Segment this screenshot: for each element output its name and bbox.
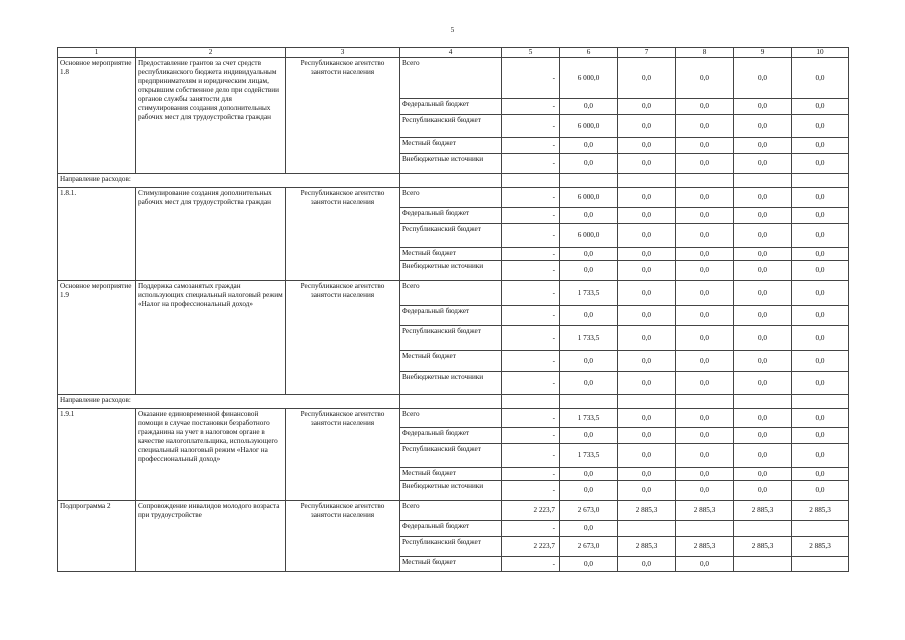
empty-cell <box>560 395 618 409</box>
funding-source: Республиканский бюджет <box>400 224 502 248</box>
amount-cell: 0,0 <box>560 468 618 481</box>
funding-source: Всего <box>400 58 502 99</box>
amount-cell: 0,0 <box>792 224 849 248</box>
amount-cell: 0,0 <box>676 154 734 174</box>
amount-cell: 1 733,5 <box>560 444 618 468</box>
amount-cell: 0,0 <box>792 409 849 428</box>
amount-cell: 0,0 <box>734 99 792 115</box>
empty-cell <box>618 174 676 188</box>
amount-cell: 0,0 <box>792 444 849 468</box>
amount-cell: 2 885,3 <box>734 537 792 557</box>
amount-cell: - <box>502 481 560 501</box>
activity-code: 1.9.1 <box>58 409 136 501</box>
amount-cell: 0,0 <box>734 468 792 481</box>
amount-cell: 0,0 <box>792 326 849 351</box>
funding-source: Местный бюджет <box>400 351 502 372</box>
amount-cell: 0,0 <box>618 557 676 572</box>
amount-cell: 2 885,3 <box>618 501 676 521</box>
amount-cell: 0,0 <box>734 154 792 174</box>
funding-source: Внебюджетные источники <box>400 372 502 395</box>
amount-cell: 0,0 <box>618 468 676 481</box>
amount-cell: 2 885,3 <box>734 501 792 521</box>
amount-cell: 0,0 <box>734 409 792 428</box>
amount-cell: 0,0 <box>618 428 676 444</box>
col-header: 10 <box>792 48 849 58</box>
direction-label: Направление расходов: <box>58 174 400 188</box>
activity-name: Сопровождение инвалидов молодого возраста при трудоустройстве <box>136 501 286 572</box>
amount-cell: - <box>502 281 560 306</box>
amount-cell: 0,0 <box>792 248 849 261</box>
amount-cell: 1 733,5 <box>560 281 618 306</box>
amount-cell: - <box>502 99 560 115</box>
funding-source: Всего <box>400 501 502 521</box>
empty-cell <box>560 174 618 188</box>
funding-source: Внебюджетные источники <box>400 261 502 281</box>
amount-cell: 0,0 <box>560 99 618 115</box>
amount-cell: 0,0 <box>676 372 734 395</box>
amount-cell: 0,0 <box>676 261 734 281</box>
empty-cell <box>734 174 792 188</box>
col-header: 5 <box>502 48 560 58</box>
activity-code: 1.8.1. <box>58 188 136 281</box>
amount-cell: 0,0 <box>618 281 676 306</box>
amount-cell: 0,0 <box>560 261 618 281</box>
empty-cell <box>400 395 502 409</box>
amount-cell: 1 733,5 <box>560 409 618 428</box>
amount-cell: 0,0 <box>560 351 618 372</box>
amount-cell: 0,0 <box>618 306 676 326</box>
empty-cell <box>792 174 849 188</box>
col-header: 6 <box>560 48 618 58</box>
funding-source: Федеральный бюджет <box>400 428 502 444</box>
executor: Республиканское агентство занятости населения <box>286 58 400 174</box>
amount-cell <box>734 557 792 572</box>
amount-cell: - <box>502 351 560 372</box>
amount-cell <box>676 521 734 537</box>
funding-source: Всего <box>400 188 502 208</box>
activity-code: Подпрограмма 2 <box>58 501 136 572</box>
amount-cell: - <box>502 557 560 572</box>
empty-cell <box>676 395 734 409</box>
amount-cell: 0,0 <box>676 99 734 115</box>
amount-cell: 2 885,3 <box>792 501 849 521</box>
empty-cell <box>502 395 560 409</box>
amount-cell: 0,0 <box>792 99 849 115</box>
amount-cell: 0,0 <box>676 208 734 224</box>
funding-source: Местный бюджет <box>400 468 502 481</box>
amount-cell: 0,0 <box>676 138 734 154</box>
funding-row <box>58 409 849 428</box>
amount-cell: 0,0 <box>734 115 792 138</box>
amount-cell <box>792 521 849 537</box>
amount-cell: 0,0 <box>560 154 618 174</box>
amount-cell: 2 223,7 <box>502 501 560 521</box>
amount-cell: 0,0 <box>618 248 676 261</box>
amount-cell: 0,0 <box>734 248 792 261</box>
amount-cell: 0,0 <box>676 188 734 208</box>
funding-source: Республиканский бюджет <box>400 326 502 351</box>
amount-cell: 0,0 <box>792 306 849 326</box>
direction-row <box>58 395 849 409</box>
column-number-row <box>58 48 849 58</box>
amount-cell: 0,0 <box>734 208 792 224</box>
amount-cell: 0,0 <box>618 154 676 174</box>
amount-cell: 0,0 <box>676 468 734 481</box>
amount-cell: 0,0 <box>676 248 734 261</box>
amount-cell: - <box>502 444 560 468</box>
amount-cell: 6 000,0 <box>560 115 618 138</box>
amount-cell: - <box>502 58 560 99</box>
amount-cell: 2 223,7 <box>502 537 560 557</box>
amount-cell: 0,0 <box>734 261 792 281</box>
empty-cell <box>792 395 849 409</box>
amount-cell: - <box>502 372 560 395</box>
direction-row <box>58 174 849 188</box>
activity-name: Поддержка самозанятых граждан использующих специальный налоговый режим «Налог на профессиональный доход» <box>136 281 286 395</box>
empty-cell <box>400 174 502 188</box>
amount-cell: 6 000,0 <box>560 58 618 99</box>
amount-cell: 0,0 <box>734 428 792 444</box>
amount-cell: 0,0 <box>676 444 734 468</box>
col-header: 9 <box>734 48 792 58</box>
amount-cell: 0,0 <box>618 99 676 115</box>
amount-cell: 2 885,3 <box>792 537 849 557</box>
amount-cell: 0,0 <box>618 261 676 281</box>
amount-cell: 2 885,3 <box>618 537 676 557</box>
direction-label: Направление расходов: <box>58 395 400 409</box>
amount-cell: 0,0 <box>792 261 849 281</box>
col-header: 1 <box>58 48 136 58</box>
amount-cell: 0,0 <box>734 481 792 501</box>
amount-cell: 0,0 <box>734 281 792 306</box>
amount-cell: 0,0 <box>560 208 618 224</box>
amount-cell: 0,0 <box>676 351 734 372</box>
amount-cell: 0,0 <box>618 444 676 468</box>
amount-cell: 0,0 <box>618 224 676 248</box>
amount-cell <box>792 557 849 572</box>
executor: Республиканское агентство занятости населения <box>286 281 400 395</box>
amount-cell: 0,0 <box>734 138 792 154</box>
amount-cell: 6 000,0 <box>560 224 618 248</box>
executor: Республиканское агентство занятости населения <box>286 501 400 572</box>
amount-cell <box>734 521 792 537</box>
amount-cell: 0,0 <box>676 281 734 306</box>
amount-cell: 1 733,5 <box>560 326 618 351</box>
amount-cell: - <box>502 224 560 248</box>
funding-source: Федеральный бюджет <box>400 99 502 115</box>
amount-cell: 2 885,3 <box>676 501 734 521</box>
funding-source: Внебюджетные источники <box>400 154 502 174</box>
executor: Республиканское агентство занятости населения <box>286 409 400 501</box>
funding-row <box>58 281 849 306</box>
amount-cell: 0,0 <box>734 372 792 395</box>
funding-source: Местный бюджет <box>400 557 502 572</box>
activity-name: Оказание единовременной финансовой помощи в случае постановки безработного гражданина на учет в налоговом органе в качестве налогоплательщика, использующего специальный налоговый режим «Налог на профессиональный доход» <box>136 409 286 501</box>
amount-cell: 0,0 <box>734 351 792 372</box>
amount-cell: 2 885,3 <box>676 537 734 557</box>
amount-cell: 0,0 <box>792 208 849 224</box>
amount-cell: 0,0 <box>676 409 734 428</box>
amount-cell: 0,0 <box>734 224 792 248</box>
amount-cell: 2 673,0 <box>560 537 618 557</box>
amount-cell: 0,0 <box>792 138 849 154</box>
amount-cell: 0,0 <box>676 224 734 248</box>
amount-cell: 0,0 <box>734 444 792 468</box>
funding-row <box>58 188 849 208</box>
funding-source: Федеральный бюджет <box>400 208 502 224</box>
amount-cell: - <box>502 138 560 154</box>
funding-source: Федеральный бюджет <box>400 306 502 326</box>
funding-source: Республиканский бюджет <box>400 444 502 468</box>
amount-cell: 0,0 <box>792 188 849 208</box>
amount-cell: 0,0 <box>792 115 849 138</box>
amount-cell: - <box>502 521 560 537</box>
funding-source: Местный бюджет <box>400 248 502 261</box>
budget-table <box>57 47 849 572</box>
amount-cell: - <box>502 409 560 428</box>
funding-source: Республиканский бюджет <box>400 115 502 138</box>
amount-cell: - <box>502 326 560 351</box>
amount-cell: 0,0 <box>676 58 734 99</box>
amount-cell: 0,0 <box>676 428 734 444</box>
empty-cell <box>502 174 560 188</box>
amount-cell: 0,0 <box>560 481 618 501</box>
amount-cell: 0,0 <box>676 306 734 326</box>
amount-cell: 0,0 <box>734 58 792 99</box>
amount-cell: 0,0 <box>618 138 676 154</box>
amount-cell: 0,0 <box>676 326 734 351</box>
amount-cell: 0,0 <box>676 481 734 501</box>
amount-cell: 0,0 <box>792 351 849 372</box>
amount-cell: 0,0 <box>618 58 676 99</box>
amount-cell: 0,0 <box>676 115 734 138</box>
funding-source: Всего <box>400 409 502 428</box>
funding-source: Местный бюджет <box>400 138 502 154</box>
amount-cell: 2 673,0 <box>560 501 618 521</box>
col-header: 2 <box>136 48 286 58</box>
amount-cell: 0,0 <box>792 58 849 99</box>
amount-cell: 0,0 <box>618 372 676 395</box>
funding-source: Внебюджетные источники <box>400 481 502 501</box>
amount-cell: - <box>502 428 560 444</box>
page-number: 5 <box>450 26 455 34</box>
empty-cell <box>618 395 676 409</box>
amount-cell: 0,0 <box>560 248 618 261</box>
amount-cell: 0,0 <box>618 481 676 501</box>
amount-cell: 0,0 <box>560 372 618 395</box>
amount-cell: 0,0 <box>618 326 676 351</box>
amount-cell: 0,0 <box>560 138 618 154</box>
amount-cell: - <box>502 468 560 481</box>
activity-code: Основное мероприятие 1.9 <box>58 281 136 395</box>
amount-cell: - <box>502 306 560 326</box>
col-header: 3 <box>286 48 400 58</box>
amount-cell: 0,0 <box>560 557 618 572</box>
funding-source: Всего <box>400 281 502 306</box>
amount-cell: 0,0 <box>792 481 849 501</box>
amount-cell: 0,0 <box>792 468 849 481</box>
activity-code: Основное мероприятие 1.8 <box>58 58 136 174</box>
amount-cell: 0,0 <box>618 188 676 208</box>
amount-cell: - <box>502 208 560 224</box>
amount-cell: 0,0 <box>792 428 849 444</box>
col-header: 7 <box>618 48 676 58</box>
col-header: 4 <box>400 48 502 58</box>
funding-source: Федеральный бюджет <box>400 521 502 537</box>
col-header: 8 <box>676 48 734 58</box>
amount-cell <box>618 521 676 537</box>
amount-cell: 0,0 <box>618 351 676 372</box>
amount-cell: 0,0 <box>734 326 792 351</box>
amount-cell: - <box>502 188 560 208</box>
amount-cell: 0,0 <box>618 115 676 138</box>
empty-cell <box>676 174 734 188</box>
amount-cell: 0,0 <box>734 306 792 326</box>
amount-cell: 0,0 <box>792 281 849 306</box>
amount-cell: - <box>502 248 560 261</box>
funding-source: Республиканский бюджет <box>400 537 502 557</box>
amount-cell: - <box>502 261 560 281</box>
amount-cell: 0,0 <box>560 428 618 444</box>
amount-cell: 0,0 <box>618 409 676 428</box>
funding-row <box>58 58 849 99</box>
amount-cell: 0,0 <box>560 521 618 537</box>
amount-cell: 0,0 <box>792 372 849 395</box>
activity-name: Стимулирование создания дополнительных рабочих мест для трудоустройства граждан <box>136 188 286 281</box>
amount-cell: 0,0 <box>734 188 792 208</box>
empty-cell <box>734 395 792 409</box>
amount-cell: 0,0 <box>676 557 734 572</box>
funding-row <box>58 501 849 521</box>
amount-cell: 0,0 <box>792 154 849 174</box>
amount-cell: 0,0 <box>618 208 676 224</box>
amount-cell: - <box>502 115 560 138</box>
amount-cell: 0,0 <box>560 306 618 326</box>
executor: Республиканское агентство занятости населения <box>286 188 400 281</box>
activity-name: Предоставление грантов за счет средств республиканского бюджета индивидуальным предпринимателям и юридическим лицам, открывшим собственное дело при содействии органов службы занятости для стимулирования создания дополнительных рабочих мест для трудоустройства граждан <box>136 58 286 174</box>
amount-cell: - <box>502 154 560 174</box>
amount-cell: 6 000,0 <box>560 188 618 208</box>
